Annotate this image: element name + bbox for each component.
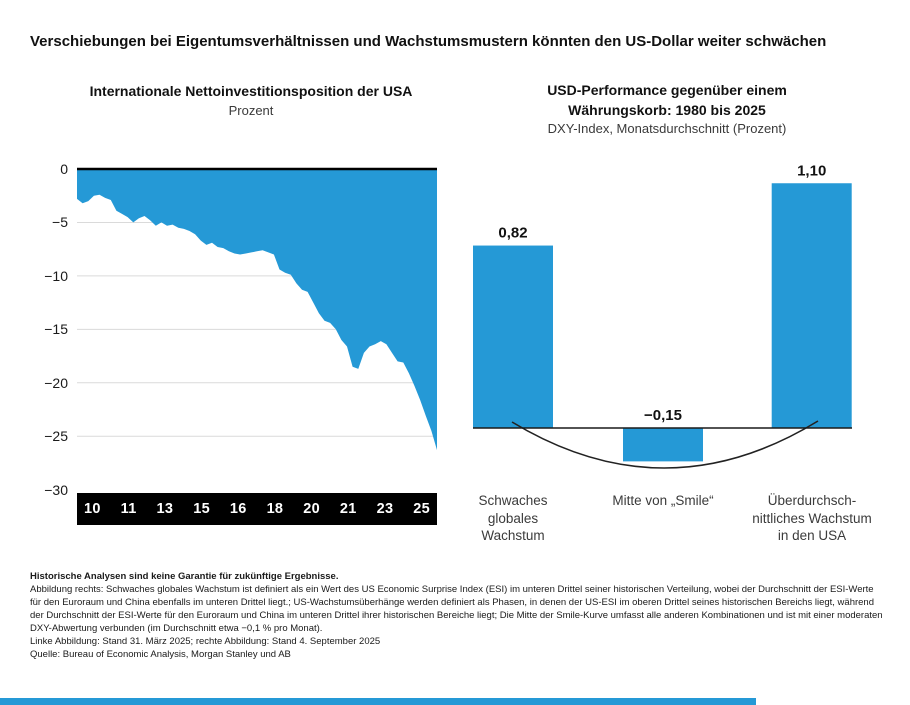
bar-value-label: 1,10 xyxy=(797,162,827,180)
y-axis-tick: −10 xyxy=(44,268,68,284)
y-axis-tick: −20 xyxy=(44,375,68,391)
x-axis-tick: 18 xyxy=(266,501,284,517)
right-chart-title-line1: USD-Performance gegenüber einem xyxy=(547,82,787,98)
left-chart-title: Internationale Nettoinvestitionsposition der USA xyxy=(89,83,413,99)
y-axis-tick: −25 xyxy=(44,428,68,444)
category-label xyxy=(702,492,910,545)
source-note: Quelle: Bureau of Economic Analysis, Morgan Stanley und AB xyxy=(30,649,291,660)
y-axis-tick: −5 xyxy=(52,214,68,230)
y-axis-tick: −15 xyxy=(44,321,68,337)
area-plot-svg xyxy=(77,167,437,491)
as-of-note: Linke Abbildung: Stand 31. März 2025; rechte Abbildung: Stand 4. September 2025 xyxy=(30,636,381,647)
x-axis-tick: 15 xyxy=(193,501,210,517)
right-chart-title-line2: Währungskorb: 1980 bis 2025 xyxy=(568,102,766,118)
category-label-line: nittliches Wachstum xyxy=(752,510,872,526)
category-label-line: Wachstum xyxy=(481,528,545,543)
x-axis-tick: 16 xyxy=(229,501,247,517)
bar-middle-of-smile xyxy=(623,428,703,461)
left-chart-subtitle: Prozent xyxy=(228,103,274,118)
category-label-line: globales xyxy=(487,510,539,526)
methodology-note: Abbildung rechts: Schwaches globales Wachstum ist definiert als ein Wert des US Economic Surprise Index (ESI) im unteren Drittel seiner historischen Verteilung, wobei der Durchschnitt der ESI-Werte für den Euroraum und China ebenfalls im unteren Drittel liegt.; US-Wachstumsüberhänge werden definiert als Phasen, in denen der US-ESI im oberen Drittel seines historischen Bereichs liegt, während der Durchschnitt der ESI-Werte für den Euroraum und China im unteren Drittel ihrer historischen Bereiche liegt; Die Mitte der Smile-Kurve umfasst alle anderen Kombinationen und ist mit einer moderaten DXY-Abwertung verbunden (im Durchschnitt etwa −0,1 % pro Monat). xyxy=(30,584,883,634)
bottom-accent-bar xyxy=(0,698,756,705)
x-axis-tick: 23 xyxy=(376,501,394,517)
right-chart-title xyxy=(455,80,879,120)
disclaimer-text: Historische Analysen sind keine Garantie für zukünftige Ergebnisse. xyxy=(30,571,339,582)
x-axis-tick: 11 xyxy=(120,501,137,517)
net-position-area xyxy=(77,169,437,450)
x-axis-tick: 10 xyxy=(84,501,101,517)
bar-value-label: 0,82 xyxy=(498,224,528,242)
y-axis-tick: −30 xyxy=(44,482,68,498)
bars-svg xyxy=(455,158,910,480)
x-axis-tick: 20 xyxy=(303,501,320,517)
x-axis-tick: 25 xyxy=(413,501,430,517)
footnotes xyxy=(30,570,884,661)
x-axis-tick: 13 xyxy=(156,501,174,517)
category-label-line: in den USA xyxy=(777,528,847,543)
bar-value-label: −0,15 xyxy=(644,407,682,424)
x-axis-band xyxy=(77,493,437,525)
bar-weak-global-growth xyxy=(473,246,553,428)
x-axis-tick: 21 xyxy=(339,501,357,517)
category-label-line: Schwaches xyxy=(478,493,548,508)
category-label-line: Mitte von „Smile“ xyxy=(612,493,714,508)
right-chart-subtitle: DXY-Index, Monatsdurchschnitt (Prozent) xyxy=(547,121,787,136)
bar-above-average-us-growth xyxy=(772,183,852,428)
y-axis-tick: 0 xyxy=(60,161,68,177)
page-title: Verschiebungen bei Eigentumsverhältnissen und Wachstumsmustern könnten den US-Dollar weiter schwächen xyxy=(30,33,827,50)
category-label-line: Überdurchsch- xyxy=(767,493,857,508)
